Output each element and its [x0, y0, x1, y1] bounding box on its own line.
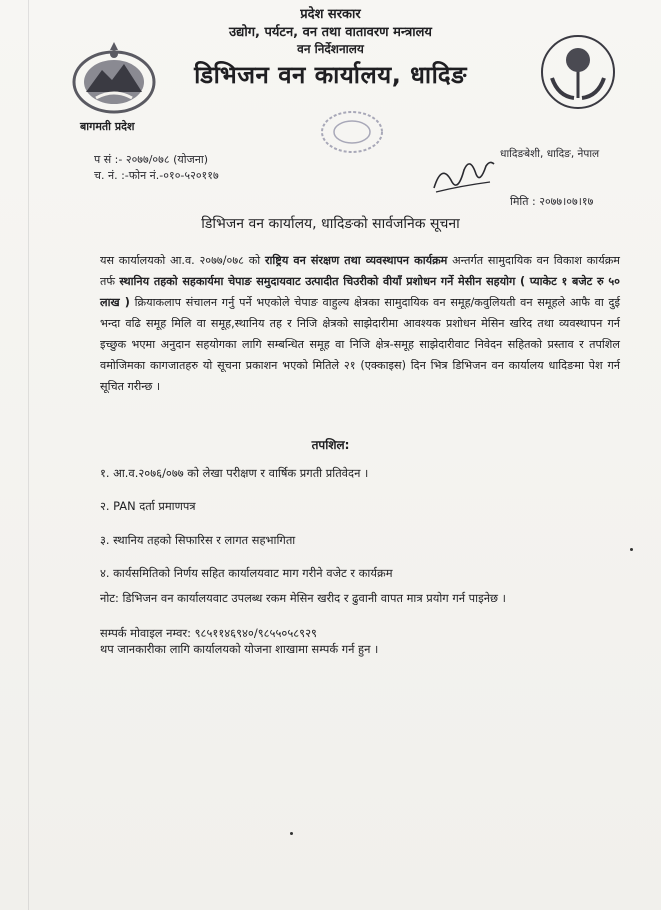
speck — [630, 548, 633, 551]
office-address: धादिङबेशी, धादिङ, नेपाल — [500, 148, 600, 160]
notice-date: मिति : २०७७।०७।१७ — [510, 195, 594, 208]
header-line-1: प्रदेश सरकार — [300, 7, 361, 22]
paper-crease — [28, 0, 29, 910]
reference-number: प सं :- २०७७/०७८ (योजना) — [94, 153, 209, 166]
emblem-label: बागमती प्रदेश — [80, 120, 135, 133]
contact-more-info: थप जानकारीका लागि कार्यालयको योजना शाखामा सम्पर्क गर्न हुन । — [100, 642, 379, 656]
notice-body — [100, 250, 620, 397]
signature-icon — [430, 152, 498, 196]
contact-number: सम्पर्क मोवाइल नम्वर: ९८५११४६९४०/९८५५०५८९२९ — [100, 626, 317, 640]
notice-title: डिभिजन वन कार्यालय, धादिङको सार्वजनिक सूचना — [201, 216, 460, 232]
forest-hands-tree-icon — [540, 34, 616, 110]
body-part-2: अन्तर्गत सामुदायिक वन विकाश कार्यक्रम तर्फ — [100, 254, 620, 288]
speck — [290, 832, 293, 835]
header-line-2: उद्योग, पर्यटन, वन तथा वातावरण मन्त्रालय — [229, 25, 432, 40]
office-stamp-icon — [318, 108, 386, 156]
list-item: २. PAN दर्ता प्रमाणपत्र — [100, 499, 196, 513]
list-item: १. आ.व.२०७६/०७७ को लेखा परीक्षण र वार्षिक प्रगती प्रतिवेदन । — [100, 466, 369, 480]
header-line-3: वन निर्देशनालय — [297, 42, 364, 56]
body-bold-2: स्थानिय तहको सहकार्यमा चेपाङ समुदायवाट उत्पादीत चिउरीको वीयाँ प्रशोधन गर्ने मेसीन सहयोग ( प्याकेट १ बजेट रु ५० लाख ) — [100, 275, 620, 309]
body-part-1: यस कार्यालयको आ.व. २०७७/०७८ को — [100, 254, 265, 267]
list-item: ३. स्थानिय तहको सिफारिस र लागत सहभागिता — [100, 533, 296, 547]
body-bold-1: राष्ट्रिय वन संरक्षण तथा व्यवस्थापन कार्यक्रम — [264, 254, 448, 267]
notice-note: नोट: डिभिजन वन कार्यालयवाट उपलब्ध रकम मेसिन खरीद र ढुवानी वापत मात्र प्रयोग गर्न पाइनेछ । — [100, 591, 506, 605]
office-title: डिभिजन वन कार्यालय, धादिङ — [194, 61, 467, 89]
dispatch-number: च. नं. :-फोन नं.-०१०-५२०११७ — [94, 169, 219, 182]
body-part-3: क्रियाकलाप संचालन गर्नु पर्ने भएकोले चेपाङ वाहुल्य क्षेत्रका सामुदायिक वन समूह/कवुलियती वन समूहले आफै वा दुई भन्दा वढि समूह मिलि वा समूह,स्थानिय तह र निजि क्षेत्रको साझेदारीमा आवश्यक प्रशोधन मेसिन खरिद तथा व्यवस्थापन गर्न इच्छुक भएमा अनुदान सहयोगका लागि सम्बन्धित समूह वा निजि क्षेत्र-समूह साझेदारीवाट निवेदन सहितको प्रस्ताव र तपशिल वमोजिमका कागजातहरु यो सूचना प्रकाशन भएको मितिले २१ (एक्काइस) दिन भित्र डिभिजन वन कार्यालय धादिङमा पेश गर्न सूचित गरीन्छ । — [100, 296, 620, 393]
list-heading: तपशिल: — [311, 438, 350, 452]
list-item: ४. कार्यसमितिको निर्णय सहित कार्यालयवाट माग गरीने वजेट र कार्यक्रम — [100, 566, 393, 580]
